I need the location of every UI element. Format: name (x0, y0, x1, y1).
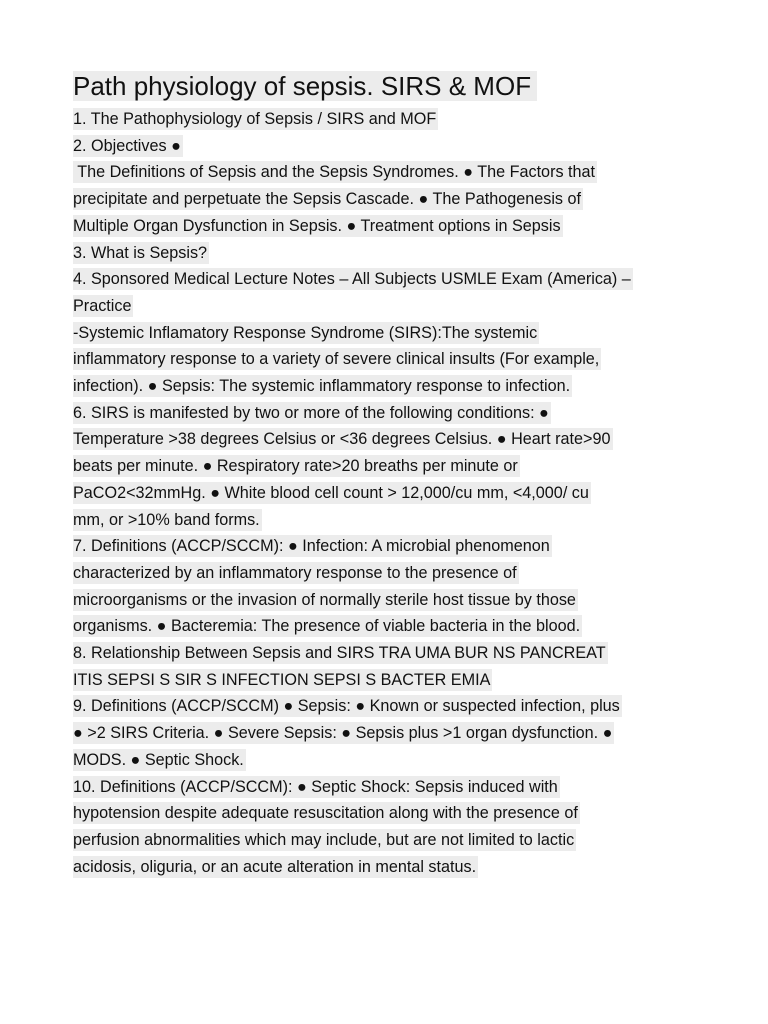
line-text: microorganisms or the invasion of normally sterile host tissue by those (73, 590, 576, 609)
text-line (73, 320, 703, 347)
text-line (73, 774, 703, 801)
line-text: mm, or >10% band forms. (73, 510, 260, 529)
text-line (73, 346, 703, 373)
text-line (73, 640, 703, 667)
line-text: hypotension despite adequate resuscitation along with the presence of (73, 804, 578, 823)
line-text: inflammatory response to a variety of severe clinical insults (For example, (73, 350, 600, 369)
document-body (73, 106, 703, 880)
line-text: 6. SIRS is manifested by two or more of the following conditions: ● (73, 403, 549, 422)
line-text: beats per minute. ● Respiratory rate>20 breaths per minute or (73, 457, 518, 476)
line-text: PaCO2<32mmHg. ● White blood cell count > 12,000/cu mm, <4,000/ cu (73, 483, 589, 502)
line-text: The Definitions of Sepsis and the Sepsis Syndromes. ● The Factors that (73, 163, 596, 182)
text-line (73, 693, 703, 720)
text-line (73, 827, 703, 854)
text-line (73, 560, 703, 587)
line-text: 3. What is Sepsis? (73, 243, 208, 262)
text-line (73, 400, 703, 427)
text-line (73, 800, 703, 827)
line-text: 1. The Pathophysiology of Sepsis / SIRS and MOF (73, 110, 437, 128)
line-text: 10. Definitions (ACCP/SCCM): ● Septic Shock: Sepsis induced with (73, 777, 558, 796)
text-line (73, 213, 703, 240)
text-line (73, 587, 703, 614)
line-text: ● >2 SIRS Criteria. ● Severe Sepsis: ● Sepsis plus >1 organ dysfunction. ● (73, 724, 613, 743)
text-line (73, 453, 703, 480)
text-line (73, 186, 703, 213)
text-line (73, 720, 703, 747)
line-text: -Systemic Inflamatory Response Syndrome (SIRS):The systemic (73, 323, 538, 342)
document-page (73, 68, 703, 880)
line-text: Practice (73, 296, 132, 315)
text-line (73, 854, 703, 881)
text-line (73, 240, 703, 267)
document-title (73, 68, 703, 104)
line-text: perfusion abnormalities which may include, but are not limited to lactic (73, 830, 575, 849)
line-text: 2. Objectives ● (73, 136, 181, 155)
line-text: organisms. ● Bacteremia: The presence of viable bacteria in the blood. (73, 617, 581, 636)
text-line (73, 266, 703, 293)
line-text: ITIS SEPSI S SIR S INFECTION SEPSI S BACTER EMIA (73, 670, 491, 689)
text-line (73, 480, 703, 507)
line-text: MODS. ● Septic Shock. (73, 750, 244, 769)
text-line (73, 106, 703, 133)
text-line (73, 667, 703, 694)
text-line (73, 613, 703, 640)
line-text: 8. Relationship Between Sepsis and SIRS TRA UMA BUR NS PANCREAT (73, 644, 606, 663)
line-text: 4. Sponsored Medical Lecture Notes – All Subjects USMLE Exam (America) – (73, 270, 631, 289)
text-line (73, 507, 703, 534)
text-line (73, 373, 703, 400)
line-text: characterized by an inflammatory response to the presence of (73, 563, 517, 582)
line-text: infection). ● Sepsis: The systemic inflammatory response to infection. (73, 377, 571, 396)
text-line (73, 426, 703, 453)
text-line (73, 747, 703, 774)
text-line (73, 133, 703, 160)
line-text: acidosis, oliguria, or an acute alteration in mental status. (73, 857, 477, 876)
text-line (73, 159, 703, 186)
line-text: Multiple Organ Dysfunction in Sepsis. ● Treatment options in Sepsis (73, 216, 561, 235)
line-text: 9. Definitions (ACCP/SCCM) ● Sepsis: ● Known or suspected infection, plus (73, 697, 620, 716)
line-text: Temperature >38 degrees Celsius or <36 degrees Celsius. ● Heart rate>90 (73, 430, 611, 449)
line-text: 7. Definitions (ACCP/SCCM): ● Infection: A microbial phenomenon (73, 537, 550, 556)
line-text: precipitate and perpetuate the Sepsis Cascade. ● The Pathogenesis of (73, 190, 582, 209)
text-line (73, 533, 703, 560)
title-text: Path physiology of sepsis. SIRS & MOF (73, 71, 537, 101)
text-line (73, 293, 703, 320)
